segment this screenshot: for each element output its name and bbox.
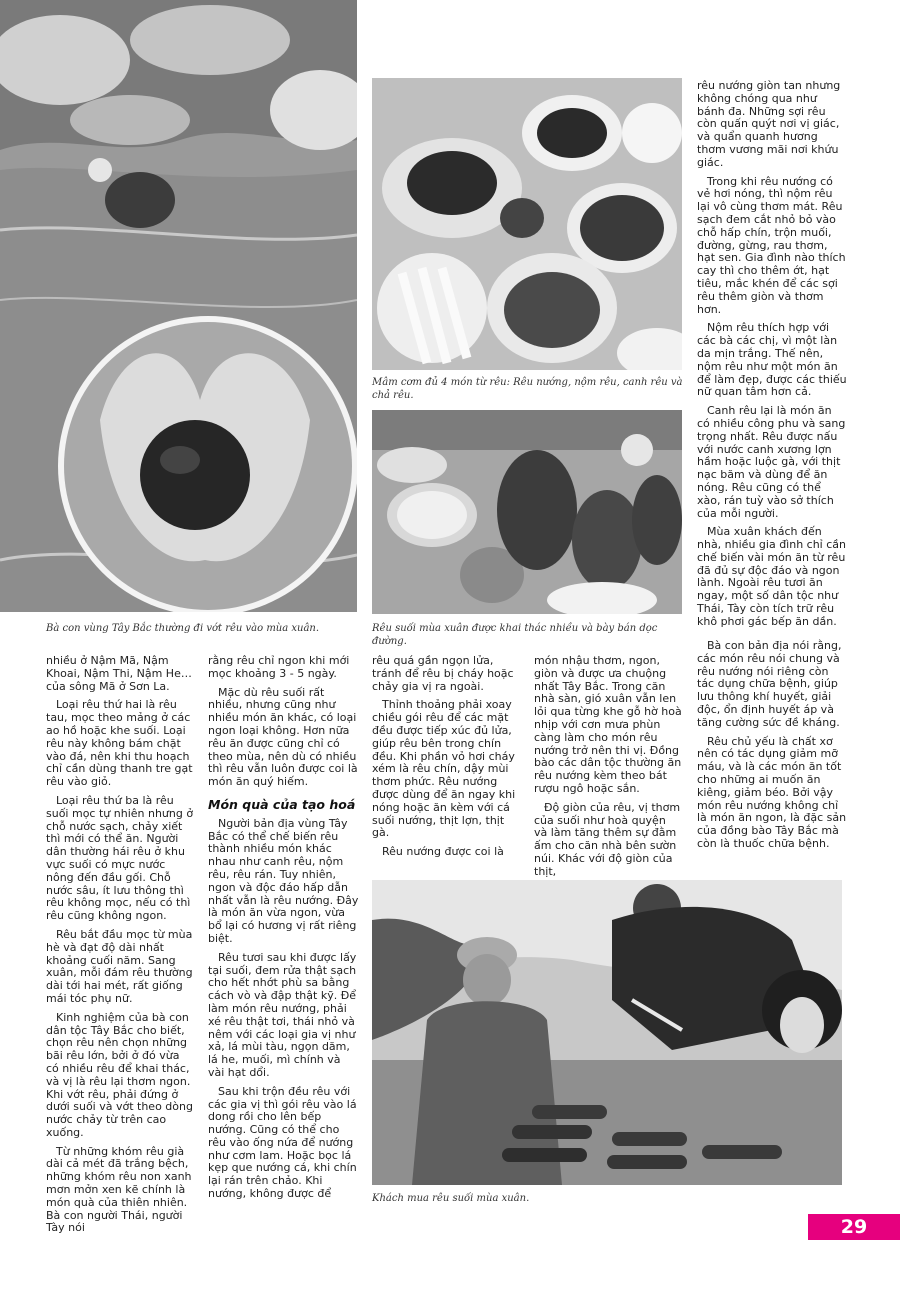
caption-moss-buyers: Khách mua rêu suối mùa xuân. [372, 1193, 530, 1204]
paragraph: Độ giòn của rêu, vị thơm của suối như hoà quyện và làm tăng thêm sự đằm ấm cho căn nhà bên sườn núi. Khác với độ giòn của thịt, [534, 800, 681, 878]
paragraph: Bà con bản địa nói rằng, các món rêu nói chung và rêu nướng nói riêng còn tác dụng chữa bệnh, giúp lưu thông khí huyết, giải độc, ổn định huyết áp và tăng cường sức đề kháng. [697, 639, 842, 729]
paragraph: Rêu chủ yếu là chất xơ nên có tác dụng giảm mỡ máu, và là các món ăn tốt cho những ai muốn ăn kiêng, giảm béo. Bởi vậy món rêu nướng không chỉ là món ăn ngon, là đặc sản của đồng bào Tây Bắc mà còn là thuốc chữa bệnh. [697, 734, 847, 850]
paragraph: Từ những khóm rêu già dài cả mét đã trắng bệch, những khóm rêu non xanh mơn mởn xen kẽ chính là món quà của thiên nhiên. Bà con người Thái, người Tày nói [46, 1144, 192, 1235]
paragraph: Mặc dù rêu suối rất nhiều, nhưng cũng như nhiều món ăn khác, có loại ngon loại không. Hơn nữa rêu ăn được cũng chỉ có theo mùa, nên dù có nhiều thì rêu vẫn luôn được coi là món ăn quý hiếm. [208, 685, 358, 789]
text-column-4 [534, 655, 682, 885]
paragraph: Loại rêu thứ ba là rêu suối mọc tự nhiên nhưng ở chỗ nước sạch, chảy xiết thì mới có thể ăn. Người dân thường hái rêu ở khu vực suối có mực nước nông đến đầu gối. Chỗ nước sâu, ít lưu thông thì rêu không mọc, nếu có thì rêu cũng không ngon. [46, 793, 194, 923]
page-number: 29 [808, 1214, 900, 1240]
caption-river-moss: Bà con vùng Tây Bắc thường đi vớt rêu vào mùa xuân. [46, 623, 320, 634]
photo-moss-buyers [372, 880, 842, 1185]
paragraph: Rêu tươi sau khi được lấy tại suối, đem rửa thật sạch cho hết nhớt phù sa bằng cách vò và đập thật kỹ. Để làm món rêu nướng, phải xé rêu thật tơi, thái nhỏ và nêm với các loại gia vị như xả, lá mùi tàu, ngọn dăm, lá he, muối, mì chính và vài hạt dổi. [208, 950, 357, 1079]
text-column-2 [208, 655, 360, 1207]
paragraph: Rêu nướng được coi là [382, 845, 504, 859]
text-column-5-top [697, 80, 847, 635]
caption-moss-market: Rêu suối mùa xuân được khai thác nhiều và bày bán dọc đường. [372, 623, 658, 647]
text-column-3 [372, 655, 520, 865]
paragraph: Rêu bắt đầu mọc từ mùa hè và đạt độ dài nhất khoảng cuối năm. Sang xuân, mỗi đám rêu thường dài tới hai mét, rất giống mái tóc phụ nữ. [46, 927, 193, 1005]
paragraph: rêu nướng giòn tan nhưng không chóng qua như bánh đa. Những sợi rêu còn quấn quýt nơi vị giác, và quẩn quanh hương thơm vương mãi nơi khứu giác. [697, 79, 841, 169]
paragraph: Nộm rêu thích hợp với các bà các chị, vì một làn da mịn trắng. Thế nên, nộm rêu như một món ăn để làm đẹp, được các thiếu nữ quan tâm hơn cả. [697, 321, 847, 399]
section-heading: Món quà của tạo hoá [208, 796, 356, 812]
paragraph: Kinh nghiệm của bà con dân tộc Tây Bắc cho biết, chọn rêu nên chọn những bãi rêu lớn, bởi ở đó vừa có nhiều rêu để khai thác, và vị là rêu lại thơm ngon. Khi vớt rêu, phải đứng ở dưới suối và vớt theo dòng nước chảy từ trên cao xuống. [46, 1010, 193, 1139]
paragraph: rằng rêu chỉ ngon khi mới mọc khoảng 3 - 5 ngày. [208, 654, 350, 680]
paragraph: nhiều ở Nậm Mã, Nậm Khoai, Nậm Thi, Nậm He… của sông Mã ở Sơn La. [46, 654, 192, 693]
paragraph: Canh rêu lại là món ăn có nhiều công phu và sang trọng nhất. Rêu được nấu với nước canh xương lợn hầm hoặc luộc gà, với thịt nạc băm và dùng để ăn nóng. Rêu cũng có thể xào, rán tuỳ vào sở thích của mỗi người. [697, 404, 846, 520]
paragraph: Loại rêu thứ hai là rêu tau, mọc theo mảng ở các ao hồ hoặc khe suối. Loại rêu này không bám chặt vào đá, nên khi thu hoạch chỉ cần dùng thanh tre gạt rêu vào giỏ. [46, 698, 193, 789]
paragraph: Sau khi trộn đều rêu với các gia vị thì gói rêu vào lá dong rồi cho lên bếp nướng. Cũng có thể cho rêu vào ống nứa để nướng như cơm lam. Hoặc bọc lá kẹp que nướng cá, khi chín lại rán trên chảo. Khi nướng, không được để [208, 1084, 357, 1201]
paragraph: rêu quá gần ngọn lửa, tránh để rêu bị cháy hoặc chảy gia vị ra ngoài. [372, 654, 514, 693]
photo-river-moss [0, 0, 357, 612]
paragraph: món nhậu thơm, ngon, giòn và được ưa chuộng nhất Tây Bắc. Trong căn nhà sàn, gió xuân vẫn len lỏi qua từng khe gỗ hờ hoà nhịp với cơn mưa phùn càng làm cho món rêu nướng trở nên thi vị. Đồng bào các dân tộc thường ăn rêu nướng kèm theo bát rượu ngô hoặc sắn. [534, 654, 682, 795]
photo-moss-market [372, 410, 682, 614]
paragraph: Người bản địa vùng Tây Bắc có thể chế biến rêu thành nhiều món khác nhau như canh rêu, nộm rêu, rêu rán. Tuy nhiên, ngon và độc đáo hấp dẫn nhất vẫn là rêu nướng. Đây là món ăn vừa ngon, vừa bổ lại có hương vị rất riêng biệt. [208, 816, 359, 945]
text-column-1 [46, 655, 194, 1241]
paragraph: Mùa xuân khách đến nhà, nhiều gia đình chỉ cần chế biến vài món ăn từ rêu đã đủ sự độc đáo và ngon lành. Ngoài rêu tươi ăn ngay, một số dân tộc như Thái, Tày còn tích trữ rêu khô phơi gác bếp ăn dần. [697, 525, 846, 628]
text-column-5-bottom [697, 640, 847, 857]
paragraph: Trong khi rêu nướng có vẻ hơi nóng, thì nộm rêu lại vô cùng thơm mát. Rêu sạch đem cắt nhỏ bỏ vào chỗ hấp chín, trộn muối, đường, gừng, rau thơm, hạt sen. Gia đình nào thích cay thì cho thêm ớt, hạt tiêu, mắc khén để các sợi rêu thêm giòn và thơm hơn. [697, 174, 846, 316]
paragraph: Thỉnh thoảng phải xoay chiều gói rêu để các mặt đều được tiếp xúc đủ lửa, giúp rêu bên trong chín đều. Khi phần vỏ hơi cháy xém là rêu chín, dậy mùi thơm phức. Rêu nướng được dùng để ăn ngay khi nóng hoặc ăn kèm với cá suối nướng, thịt lợn, thịt gà. [372, 698, 516, 840]
photo-moss-meal-tray [372, 78, 682, 370]
caption-moss-meal-tray: Mâm cơm đủ 4 món từ rêu: Rêu nướng, nộm rêu, canh rêu và chả rêu. [372, 377, 683, 401]
